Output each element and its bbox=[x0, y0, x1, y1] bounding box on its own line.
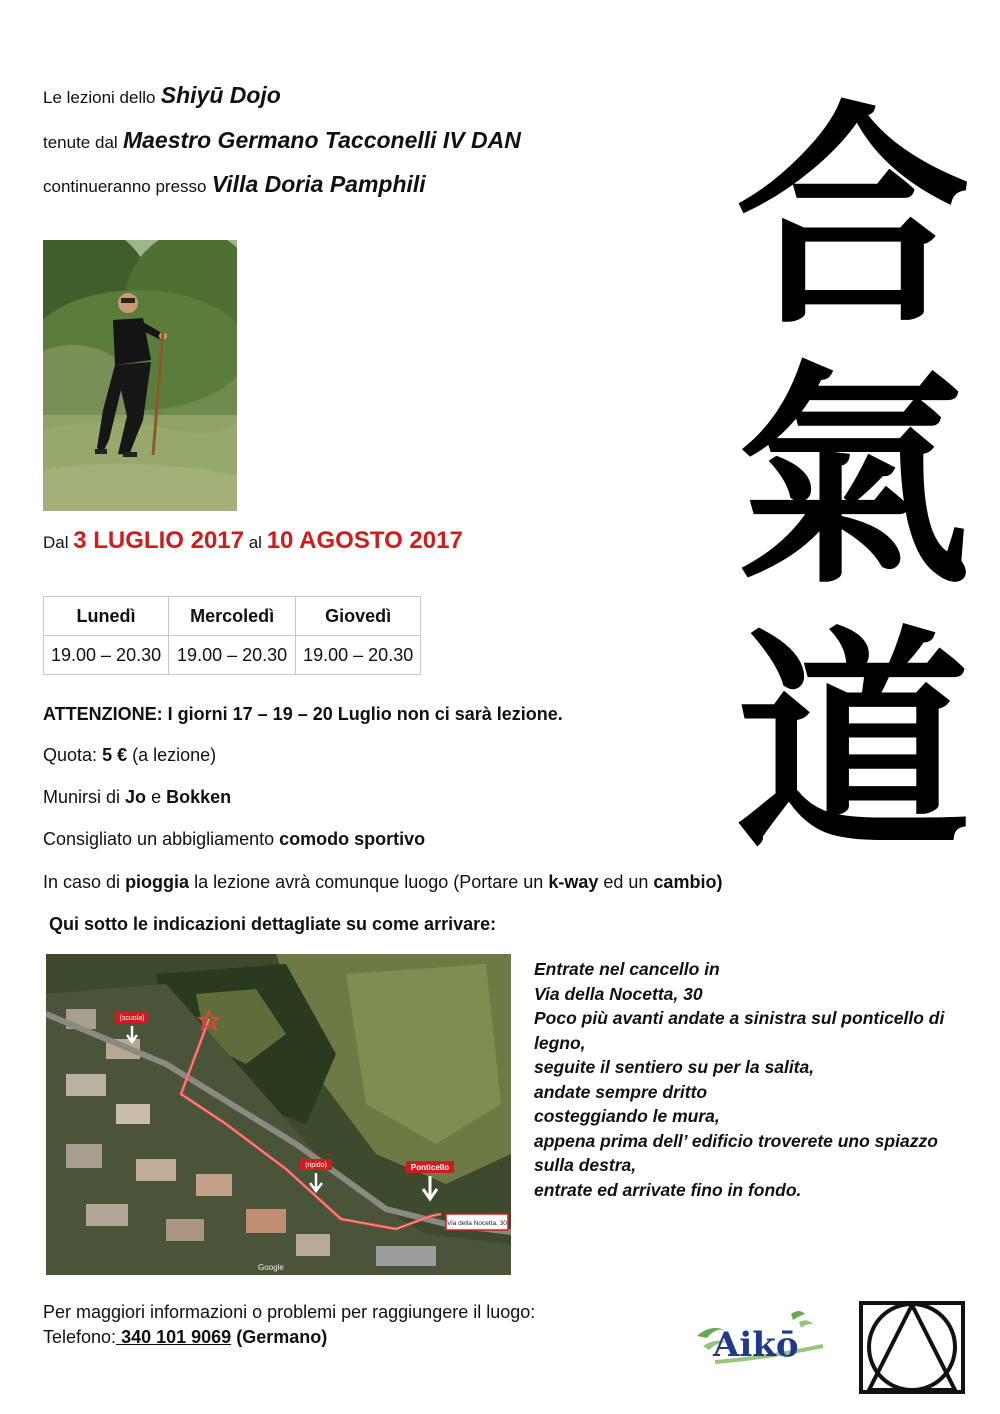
rain-change: cambio) bbox=[653, 872, 723, 892]
equipment-prefix: Munirsi di bbox=[43, 787, 121, 807]
map-google-watermark: Google bbox=[258, 1263, 284, 1272]
rain-keyword: pioggia bbox=[125, 872, 190, 892]
dates-dal: Dal bbox=[43, 533, 69, 552]
clothing-line bbox=[43, 829, 425, 850]
start-date: 3 LUGLIO 2017 bbox=[73, 527, 244, 554]
kanji-ai: 合 bbox=[735, 80, 971, 356]
intro-line-3 bbox=[43, 171, 426, 198]
schedule-time-row bbox=[44, 636, 421, 675]
rain-text-3: ed un bbox=[603, 872, 649, 892]
rain-line bbox=[43, 872, 722, 893]
map-label-ponticello: Ponticello bbox=[410, 1163, 450, 1172]
aiko-logo bbox=[695, 1306, 827, 1368]
route-map bbox=[46, 954, 511, 1275]
dates-al: al bbox=[248, 533, 262, 552]
warning-notice: ATTENZIONE: I giorni 17 – 19 – 20 Luglio non ci sarà lezione. bbox=[43, 704, 563, 724]
fee-value: 5 € bbox=[102, 745, 128, 765]
directions-line: seguite il sentiero su per la salita, bbox=[534, 1057, 815, 1077]
dojo-name: Shiyū Dojo bbox=[160, 82, 281, 108]
directions-line: costeggiando le mura, bbox=[534, 1106, 720, 1126]
date-range bbox=[43, 527, 463, 555]
equipment-jo: Jo bbox=[125, 787, 147, 807]
intro-prefix-1: Le lezioni dello bbox=[43, 88, 156, 107]
clothing-prefix: Consigliato un abbigliamento bbox=[43, 829, 275, 849]
master-name: Maestro Germano Tacconelli IV DAN bbox=[122, 127, 521, 153]
rain-text-1: In caso di bbox=[43, 872, 121, 892]
directions-line: Poco più avanti andate a sinistra sul ponticello di bbox=[534, 1008, 945, 1028]
contact-info bbox=[43, 1300, 535, 1350]
equipment-line bbox=[43, 787, 231, 808]
schedule-time-cell: 19.00 – 20.30 bbox=[44, 636, 169, 675]
fee-suffix: (a lezione) bbox=[132, 745, 217, 765]
equipment-and: e bbox=[151, 787, 162, 807]
directions-line: entrate ed arrivate fino in fondo. bbox=[534, 1179, 802, 1200]
directions-text bbox=[534, 957, 964, 1202]
venue-name: Villa Doria Pamphili bbox=[211, 171, 426, 197]
fee-label: Quota: bbox=[43, 745, 98, 765]
phone-number[interactable]: 340 101 9069 bbox=[116, 1327, 232, 1347]
aikido-calligraphy bbox=[718, 80, 988, 870]
end-date: 10 AGOSTO 2017 bbox=[266, 527, 463, 554]
phone-contact-name: (Germano) bbox=[236, 1327, 328, 1347]
schedule-header-day: Giovedì bbox=[296, 597, 421, 636]
map-label-scuola: (scuola) bbox=[119, 1015, 145, 1022]
contact-line: Per maggiori informazioni o problemi per raggiungere il luogo: bbox=[43, 1302, 536, 1322]
schedule-time-cell: 19.00 – 20.30 bbox=[169, 636, 296, 675]
rain-kway: k-way bbox=[548, 872, 599, 892]
directions-heading: Qui sotto le indicazioni dettagliate su come arrivare: bbox=[49, 914, 497, 934]
rain-text-2: la lezione avrà comunque luogo (Portare un bbox=[194, 872, 544, 892]
intro-prefix-2: tenute dal bbox=[43, 133, 118, 152]
directions-line: Entrate nel cancello in bbox=[534, 959, 720, 979]
schedule-header-day: Lunedì bbox=[44, 597, 169, 636]
kanji-do: 道 bbox=[735, 605, 971, 870]
map-label-address: Via della Nocetta, 30 bbox=[447, 1220, 507, 1227]
directions-line: legno, bbox=[534, 1032, 586, 1053]
directions-line: sulla destra, bbox=[534, 1155, 637, 1175]
intro-line-2 bbox=[43, 127, 521, 154]
map-label-ripido: (ripido) bbox=[305, 1162, 327, 1169]
master-photo bbox=[43, 240, 237, 511]
circle-triangle-square-icon bbox=[855, 1300, 970, 1395]
schedule-header-row bbox=[44, 597, 421, 636]
clothing-value: comodo sportivo bbox=[279, 829, 426, 849]
schedule-time-cell: 19.00 – 20.30 bbox=[296, 636, 421, 675]
kanji-ki: 氣 bbox=[735, 340, 971, 616]
fee-line bbox=[43, 745, 216, 766]
intro-prefix-3: continueranno presso bbox=[43, 177, 207, 196]
schedule-header-day: Mercoledì bbox=[169, 597, 296, 636]
aiko-logo-text: Aikō bbox=[713, 1325, 799, 1365]
equipment-bokken: Bokken bbox=[166, 787, 232, 807]
directions-line: Via della Nocetta, 30 bbox=[534, 983, 703, 1004]
intro-line-1 bbox=[43, 82, 281, 109]
schedule-table bbox=[43, 596, 421, 675]
directions-line: andate sempre dritto bbox=[534, 1081, 708, 1102]
phone-line bbox=[43, 1325, 535, 1350]
phone-label: Telefono: bbox=[43, 1327, 117, 1347]
directions-line: appena prima dell’ edificio troverete uno spiazzo bbox=[534, 1130, 938, 1151]
